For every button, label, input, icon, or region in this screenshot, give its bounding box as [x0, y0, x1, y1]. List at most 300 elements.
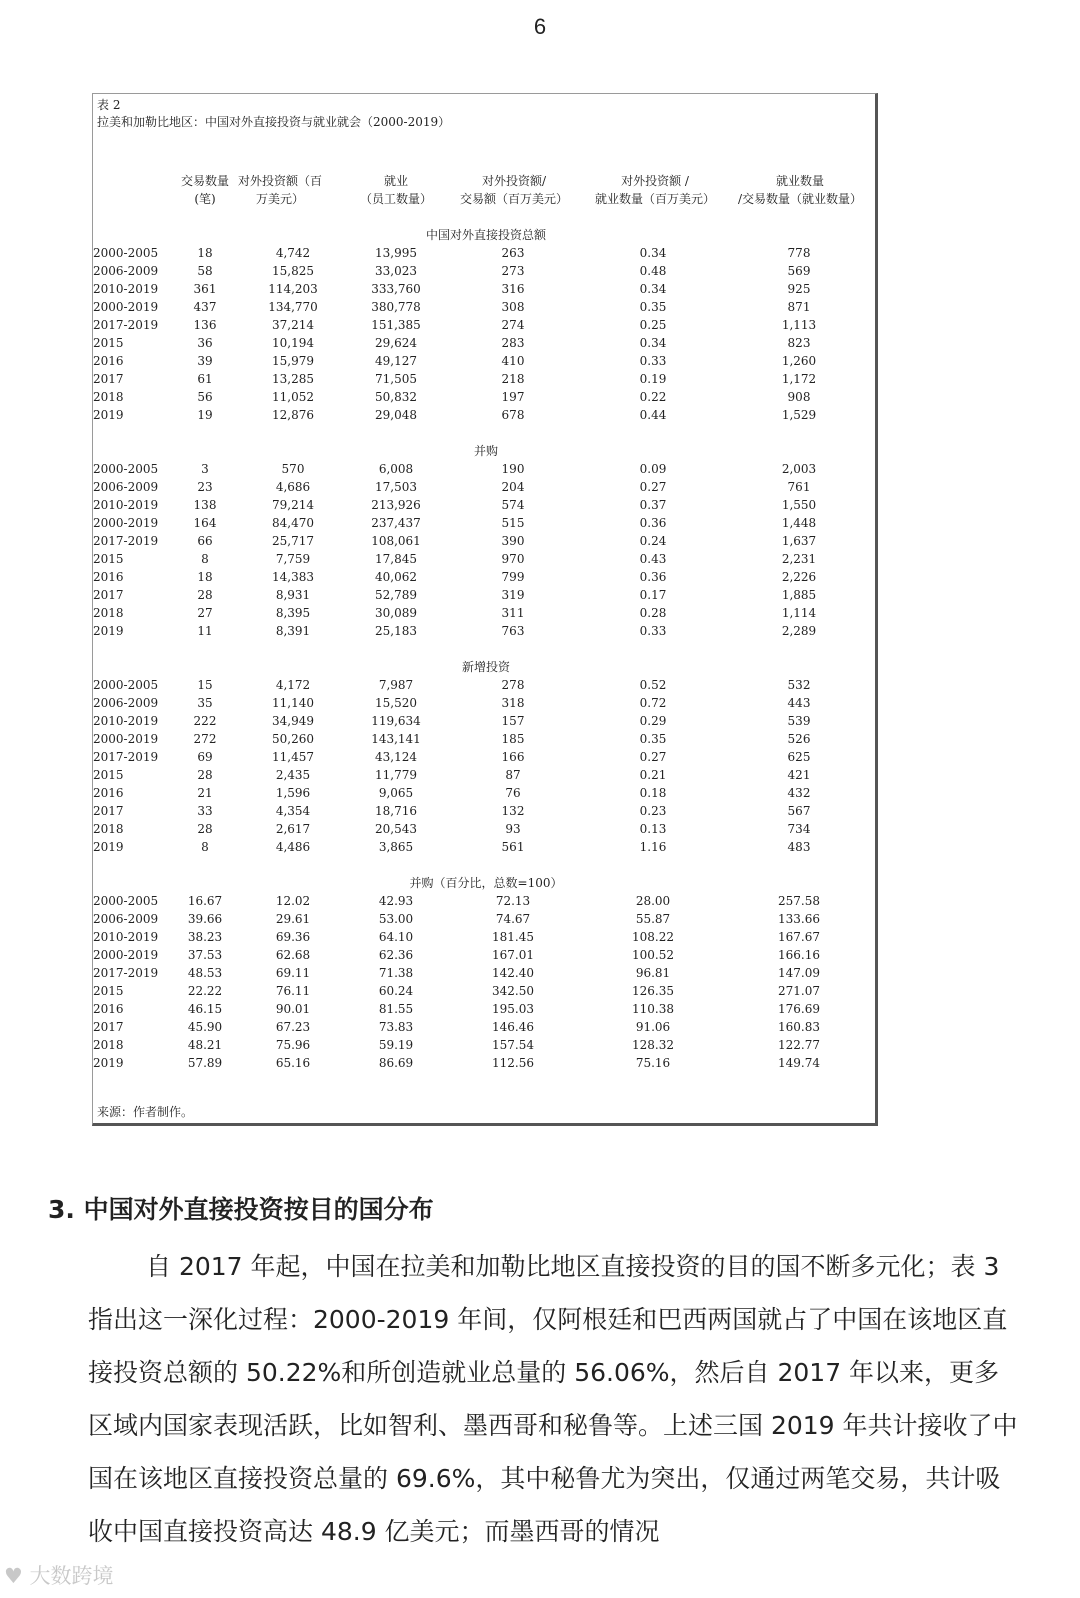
table-cell: 65.16	[275, 1056, 311, 1070]
table-cell: 69.11	[275, 966, 311, 980]
row-period: 2010-2019	[93, 714, 159, 728]
table-cell: 871	[787, 300, 811, 314]
table-cell: 73.83	[378, 1020, 414, 1034]
row-period: 2000-2019	[93, 300, 159, 314]
table-cell: 160.83	[778, 1020, 820, 1034]
row-period: 2016	[93, 570, 124, 584]
table-cell: 11	[197, 624, 213, 638]
table-cell: 342.50	[492, 984, 534, 998]
table-row	[93, 694, 879, 712]
table-cell: 0.09	[639, 462, 667, 476]
table-cell: 2,231	[781, 552, 817, 566]
section-title: 并购（百分比，总数=100）	[409, 876, 563, 890]
table-cell: 136	[193, 318, 217, 332]
table-id: 表 2	[97, 98, 121, 112]
table-cell: 67.23	[275, 1020, 311, 1034]
table-row	[93, 892, 879, 910]
table-cell: 0.22	[639, 390, 667, 404]
table-cell: 43,124	[375, 750, 417, 764]
table-cell: 11,457	[272, 750, 314, 764]
table-cell: 151,385	[371, 318, 421, 332]
table-cell: 14,383	[272, 570, 314, 584]
table-cell: 81.55	[378, 1002, 414, 1016]
table-cell: 1,637	[781, 534, 817, 548]
table-row	[93, 406, 879, 424]
table-cell: 59.19	[378, 1038, 414, 1052]
table-cell: 40,062	[375, 570, 417, 584]
table-cell: 190	[501, 462, 525, 476]
column-header	[455, 172, 573, 208]
table-cell: 22.22	[187, 984, 223, 998]
section-title: 并购	[473, 444, 498, 458]
table-cell: 12.02	[275, 894, 311, 908]
table-cell: 33	[197, 804, 213, 818]
table-cell: 0.36	[639, 570, 667, 584]
table-cell: 90.01	[275, 1002, 311, 1016]
row-period: 2016	[93, 1002, 124, 1016]
table-cell: 2,289	[781, 624, 817, 638]
table-cell: 164	[193, 516, 217, 530]
table-cell: 0.33	[639, 354, 667, 368]
table-row	[93, 532, 879, 550]
table-cell: 30,089	[375, 606, 417, 620]
column-header	[725, 172, 875, 208]
table-cell: 8	[201, 552, 209, 566]
row-period: 2017	[93, 804, 124, 818]
table-cell: 146.46	[492, 1020, 534, 1034]
table-cell: 778	[787, 246, 811, 260]
table-cell: 35	[197, 696, 213, 710]
table-cell: 1,114	[781, 606, 817, 620]
table-cell: 49,127	[375, 354, 417, 368]
column-header-line: /交易数量（就业数量）	[737, 192, 863, 206]
table-cell: 11,779	[375, 768, 417, 782]
table-cell: 28	[197, 768, 213, 782]
table-row	[93, 352, 879, 370]
table-cell: 29,624	[375, 336, 417, 350]
table-cell: 6,008	[378, 462, 414, 476]
table-cell: 567	[787, 804, 811, 818]
table-cell: 50,832	[375, 390, 417, 404]
table-cell: 52,789	[375, 588, 417, 602]
table-cell: 76	[505, 786, 521, 800]
table-cell: 138	[193, 498, 217, 512]
row-period: 2016	[93, 354, 124, 368]
row-period: 2016	[93, 786, 124, 800]
column-header	[351, 172, 441, 208]
table-cell: 271.07	[778, 984, 820, 998]
table-cell: 0.28	[639, 606, 667, 620]
table-row	[93, 370, 879, 388]
table-row	[93, 280, 879, 298]
table-cell: 925	[787, 282, 811, 296]
table-row	[93, 802, 879, 820]
row-period: 2015	[93, 552, 124, 566]
section-heading: 3. 中国对外直接投资按目的国分布	[48, 1195, 434, 1224]
table-cell: 128.32	[632, 1038, 674, 1052]
table-cell: 18	[197, 570, 213, 584]
table-cell: 134,770	[268, 300, 318, 314]
table-cell: 34,949	[272, 714, 314, 728]
table-cell: 4,354	[275, 804, 311, 818]
table-cell: 316	[501, 282, 525, 296]
table-cell: 213,926	[371, 498, 421, 512]
table-cell: 443	[787, 696, 811, 710]
column-header-line: 就业	[383, 174, 408, 188]
table-cell: 1,529	[781, 408, 817, 422]
table-row	[93, 388, 879, 406]
table-cell: 4,742	[275, 246, 311, 260]
table-row	[93, 334, 879, 352]
table-row	[93, 766, 879, 784]
table-cell: 970	[501, 552, 525, 566]
table-cell: 0.52	[639, 678, 667, 692]
table-row	[93, 460, 879, 478]
table-cell: 318	[501, 696, 525, 710]
table-cell: 75.16	[635, 1056, 671, 1070]
column-header-line: （员工数量）	[359, 192, 432, 206]
table-cell: 908	[787, 390, 811, 404]
table-row	[93, 946, 879, 964]
row-period: 2017	[93, 588, 124, 602]
table-cell: 539	[787, 714, 811, 728]
table-cell: 185	[501, 732, 525, 746]
table-cell: 237,437	[371, 516, 421, 530]
table-cell: 274	[501, 318, 525, 332]
row-period: 2019	[93, 408, 124, 422]
table-cell: 21	[197, 786, 213, 800]
table-cell: 100.52	[632, 948, 674, 962]
row-period: 2017	[93, 372, 124, 386]
table-row	[93, 550, 879, 568]
table-row	[93, 784, 879, 802]
table-cell: 157	[501, 714, 525, 728]
table-row	[93, 1000, 879, 1018]
table-cell: 57.89	[187, 1056, 223, 1070]
table-cell: 18	[197, 246, 213, 260]
table-cell: 823	[787, 336, 811, 350]
table-cell: 39.66	[187, 912, 223, 926]
table-cell: 19	[197, 408, 213, 422]
table-cell: 58	[197, 264, 213, 278]
column-header-line: 对外投资额 /	[621, 174, 689, 188]
table-cell: 37,214	[272, 318, 314, 332]
table-title: 拉美和加勒比地区：中国对外直接投资与就业就会（2000-2019）	[97, 115, 451, 129]
table-cell: 574	[501, 498, 525, 512]
table-cell: 13,285	[272, 372, 314, 386]
table-cell: 0.29	[639, 714, 667, 728]
table-cell: 432	[787, 786, 811, 800]
table-row	[93, 298, 879, 316]
table-cell: 0.24	[639, 534, 667, 548]
column-header-line: 万美元）	[255, 192, 304, 206]
table-cell: 91.06	[635, 1020, 671, 1034]
table-cell: 4,486	[275, 840, 311, 854]
table-source: 来源：作者制作。	[97, 1105, 194, 1119]
column-header-line: (笔)	[194, 192, 216, 206]
table-cell: 37.53	[187, 948, 223, 962]
table-cell: 167.01	[492, 948, 534, 962]
table-cell: 56	[197, 390, 213, 404]
table-cell: 678	[501, 408, 525, 422]
table-row	[93, 928, 879, 946]
column-header	[577, 172, 733, 208]
table-cell: 761	[787, 480, 811, 494]
table-cell: 333,760	[371, 282, 421, 296]
table-figure	[92, 93, 878, 1126]
row-period: 2010-2019	[93, 930, 159, 944]
table-cell: 1,550	[781, 498, 817, 512]
table-cell: 126.35	[632, 984, 674, 998]
column-header-line: 就业数量	[775, 174, 824, 188]
table-cell: 1,885	[781, 588, 817, 602]
table-row	[93, 910, 879, 928]
table-cell: 7,987	[378, 678, 414, 692]
table-cell: 18,716	[375, 804, 417, 818]
table-cell: 0.17	[639, 588, 667, 602]
row-period: 2019	[93, 1056, 124, 1070]
column-header-line: 交易数量	[181, 174, 230, 188]
table-cell: 72.13	[495, 894, 531, 908]
table-cell: 2,226	[781, 570, 817, 584]
table-cell: 12,876	[272, 408, 314, 422]
column-header-line: 对外投资额（百	[237, 174, 322, 188]
table-cell: 29,048	[375, 408, 417, 422]
table-cell: 799	[501, 570, 525, 584]
table-cell: 84,470	[272, 516, 314, 530]
table-cell: 33,023	[375, 264, 417, 278]
row-period: 2006-2009	[93, 696, 159, 710]
table-cell: 625	[787, 750, 811, 764]
table-cell: 410	[501, 354, 525, 368]
table-row	[93, 586, 879, 604]
table-row	[93, 514, 879, 532]
table-cell: 0.27	[639, 750, 667, 764]
table-cell: 157.54	[492, 1038, 534, 1052]
body-paragraph	[88, 1240, 1018, 1558]
table-cell: 42.93	[378, 894, 414, 908]
table-cell: 204	[501, 480, 525, 494]
table-cell: 0.37	[639, 498, 667, 512]
table-row	[93, 622, 879, 640]
table-cell: 48.53	[187, 966, 223, 980]
table-cell: 11,052	[272, 390, 314, 404]
table-row	[93, 244, 879, 262]
row-period: 2015	[93, 336, 124, 350]
table-cell: 71,505	[375, 372, 417, 386]
table-cell: 96.81	[635, 966, 671, 980]
table-cell: 0.18	[639, 786, 667, 800]
row-period: 2000-2005	[93, 894, 159, 908]
column-header-line: 就业数量（百万美元）	[594, 192, 715, 206]
row-period: 2000-2005	[93, 246, 159, 260]
row-period: 2017-2019	[93, 534, 159, 548]
row-period: 2000-2019	[93, 948, 159, 962]
table-cell: 60.24	[378, 984, 414, 998]
table-cell: 39	[197, 354, 213, 368]
table-cell: 0.34	[639, 336, 667, 350]
table-cell: 273	[501, 264, 525, 278]
table-cell: 218	[501, 372, 525, 386]
row-period: 2018	[93, 390, 124, 404]
table-cell: 421	[787, 768, 811, 782]
table-cell: 76.11	[275, 984, 311, 998]
table-cell: 7,759	[275, 552, 311, 566]
table-row	[93, 316, 879, 334]
table-cell: 0.33	[639, 624, 667, 638]
table-row	[93, 964, 879, 982]
table-cell: 20,543	[375, 822, 417, 836]
row-period: 2000-2005	[93, 678, 159, 692]
watermark-icon: ♥	[4, 1564, 30, 1588]
table-cell: 561	[501, 840, 525, 854]
table-cell: 257.58	[778, 894, 820, 908]
table-cell: 16.67	[187, 894, 223, 908]
table-cell: 0.19	[639, 372, 667, 386]
table-cell: 1,260	[781, 354, 817, 368]
table-cell: 93	[505, 822, 521, 836]
table-row	[93, 1018, 879, 1036]
table-cell: 62.36	[378, 948, 414, 962]
row-period: 2019	[93, 624, 124, 638]
table-cell: 0.34	[639, 282, 667, 296]
table-cell: 0.43	[639, 552, 667, 566]
table-cell: 61	[197, 372, 213, 386]
table-cell: 176.69	[778, 1002, 820, 1016]
table-cell: 283	[501, 336, 525, 350]
table-cell: 15,520	[375, 696, 417, 710]
table-cell: 114,203	[268, 282, 318, 296]
table-cell: 15	[197, 678, 213, 692]
table-cell: 0.35	[639, 300, 667, 314]
table-row	[93, 838, 879, 856]
table-cell: 46.15	[187, 1002, 223, 1016]
paragraph-text: 自 2017 年起，中国在拉美和加勒比地区直接投资的目的国不断多元化；表 3 指出这一深化过程：2000-2019 年间，仅阿根廷和巴西两国就占了中国在该地区直接投资总额的 50.22%和所创造就业总量的 56.06%，然后自 2017 年以来，更多区域内国家表现活跃，比如智利、墨西哥和秘鲁等。上述三国 2019 年共计接收了中国在该地区直接投资总量的 69.6%，其中秘鲁尤为突出，仅通过两笔交易，共计吸收中国直接投资高达 48.9 亿美元；而墨西哥的情况	[88, 1252, 1018, 1546]
table-row	[93, 676, 879, 694]
table-cell: 45.90	[187, 1020, 223, 1034]
table-row	[93, 730, 879, 748]
table-cell: 0.44	[639, 408, 667, 422]
table-row	[93, 496, 879, 514]
table-cell: 167.67	[778, 930, 820, 944]
table-cell: 143,141	[371, 732, 421, 746]
table-cell: 483	[787, 840, 811, 854]
table-row	[93, 712, 879, 730]
table-row	[93, 1036, 879, 1054]
table-cell: 69.36	[275, 930, 311, 944]
table-cell: 1,172	[781, 372, 817, 386]
table-cell: 75.96	[275, 1038, 311, 1052]
column-header	[181, 172, 229, 208]
table-cell: 28.00	[635, 894, 671, 908]
table-cell: 0.48	[639, 264, 667, 278]
table-row	[93, 982, 879, 1000]
table-cell: 10,194	[272, 336, 314, 350]
row-period: 2018	[93, 1038, 124, 1052]
table-cell: 25,183	[375, 624, 417, 638]
table-cell: 8,931	[275, 588, 311, 602]
table-cell: 361	[193, 282, 217, 296]
table-cell: 147.09	[778, 966, 820, 980]
table-cell: 86.69	[378, 1056, 414, 1070]
row-period: 2006-2009	[93, 480, 159, 494]
table-cell: 0.72	[639, 696, 667, 710]
table-cell: 110.38	[632, 1002, 674, 1016]
column-header-line: 交易额（百万美元）	[459, 192, 568, 206]
table-cell: 133.66	[778, 912, 820, 926]
row-period: 2017	[93, 1020, 124, 1034]
table-row	[93, 568, 879, 586]
table-cell: 0.21	[639, 768, 667, 782]
table-cell: 122.77	[778, 1038, 820, 1052]
table-row	[93, 478, 879, 496]
table-cell: 62.68	[275, 948, 311, 962]
row-period: 2015	[93, 984, 124, 998]
table-cell: 570	[281, 462, 305, 476]
table-row	[93, 820, 879, 838]
table-cell: 28	[197, 822, 213, 836]
table-cell: 15,979	[272, 354, 314, 368]
table-cell: 319	[501, 588, 525, 602]
section-title: 中国对外直接投资总额	[425, 228, 546, 242]
table-cell: 15,825	[272, 264, 314, 278]
table-cell: 23	[197, 480, 213, 494]
watermark-text: 大数跨境	[29, 1564, 114, 1588]
table-cell: 0.25	[639, 318, 667, 332]
table-cell: 87	[505, 768, 521, 782]
table-cell: 53.00	[378, 912, 414, 926]
table-cell: 1,448	[781, 516, 817, 530]
table-cell: 3,865	[378, 840, 414, 854]
table-cell: 71.38	[378, 966, 414, 980]
table-cell: 108.22	[632, 930, 674, 944]
table-cell: 8,395	[275, 606, 311, 620]
table-cell: 0.35	[639, 732, 667, 746]
table-cell: 36	[197, 336, 213, 350]
row-period: 2006-2009	[93, 264, 159, 278]
table-cell: 74.67	[495, 912, 531, 926]
table-cell: 0.13	[639, 822, 667, 836]
table-cell: 112.56	[492, 1056, 534, 1070]
table-cell: 311	[501, 606, 525, 620]
table-cell: 50,260	[272, 732, 314, 746]
table-cell: 734	[787, 822, 811, 836]
table-cell: 380,778	[371, 300, 421, 314]
section-title: 新增投资	[461, 660, 510, 674]
table-row	[93, 748, 879, 766]
table-row	[93, 262, 879, 280]
table-cell: 3	[201, 462, 209, 476]
table-cell: 4,686	[275, 480, 311, 494]
table-cell: 55.87	[635, 912, 671, 926]
table-cell: 2,003	[781, 462, 817, 476]
table-cell: 4,172	[275, 678, 311, 692]
row-period: 2010-2019	[93, 498, 159, 512]
table-cell: 0.34	[639, 246, 667, 260]
watermark	[4, 1560, 114, 1590]
page-number: 6	[533, 14, 547, 39]
table-cell: 272	[193, 732, 217, 746]
table-cell: 0.36	[639, 516, 667, 530]
table-cell: 149.74	[778, 1056, 820, 1070]
table-cell: 8	[201, 840, 209, 854]
table-cell: 64.10	[378, 930, 414, 944]
table-cell: 166	[501, 750, 525, 764]
table-cell: 526	[787, 732, 811, 746]
table-cell: 13,995	[375, 246, 417, 260]
table-cell: 142.40	[492, 966, 534, 980]
table-row	[93, 1054, 879, 1072]
